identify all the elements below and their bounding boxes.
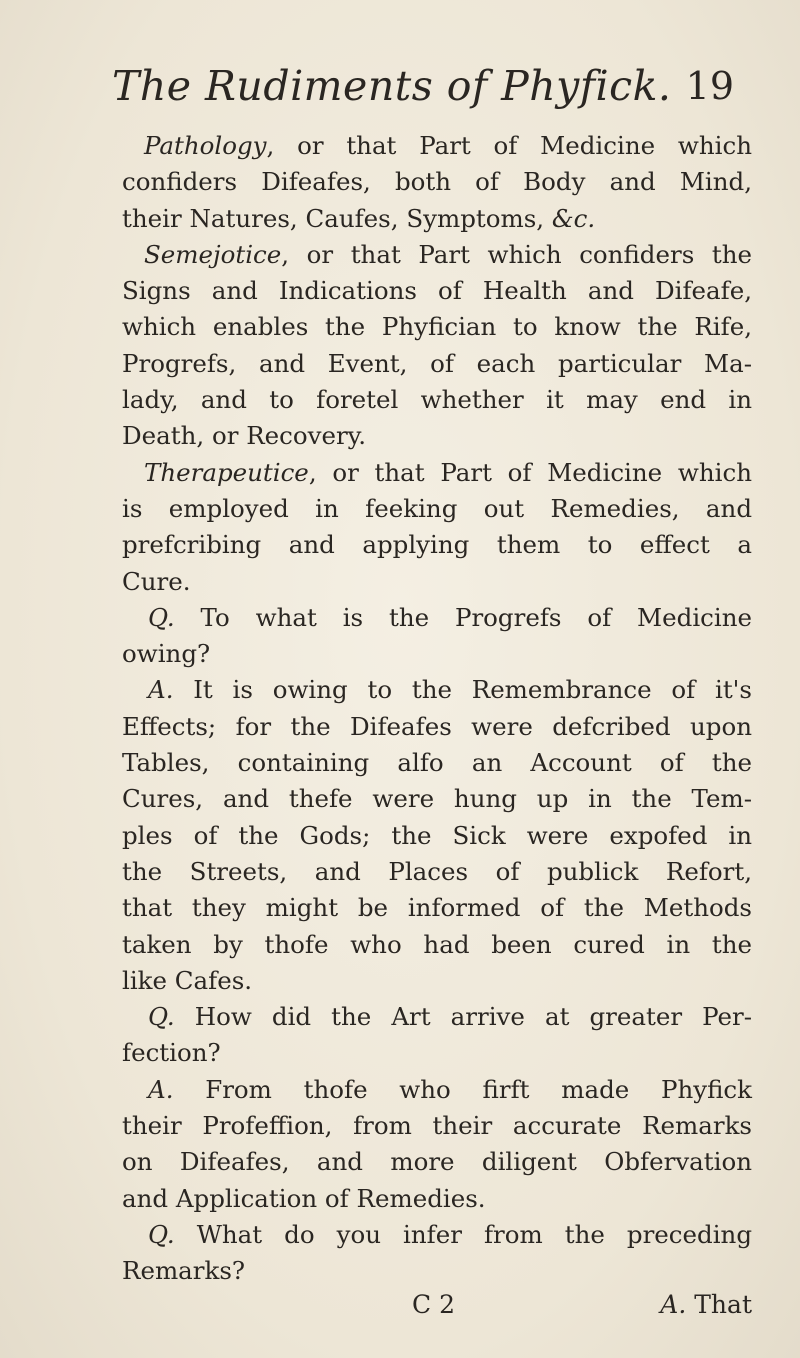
body-text (122, 128, 752, 1290)
term-therapeutice: Therapeutice (144, 457, 309, 487)
text-line (122, 128, 752, 164)
text-line (122, 237, 752, 273)
text-span: , or that Part of Medicine which (266, 131, 752, 160)
text-line (122, 346, 752, 382)
signature-mark: C 2 (412, 1290, 455, 1319)
text-line (122, 1253, 752, 1289)
text-span: which enables the Phyfician to know the Rife, (122, 312, 752, 342)
text-line (122, 309, 752, 345)
text-line (122, 1108, 752, 1144)
text-line (122, 273, 752, 309)
text-span: ples of the Gods; the Sick were expofed in (122, 820, 752, 850)
text-line (122, 564, 752, 600)
text-span: their Natures, Caufes, Symptoms, (122, 203, 552, 233)
text-span: Cure. (122, 566, 191, 596)
text-span: To what is the Progrefs of Medicine (174, 602, 752, 632)
answer-marker: A. (148, 1074, 174, 1104)
text-span: and Application of Remedies. (122, 1183, 486, 1213)
question-marker: Q. (148, 1002, 175, 1032)
page-number: 19 (685, 64, 734, 108)
text-span: like Cafes. (122, 965, 253, 995)
text-span: prefcribing and applying them to effect a (122, 530, 752, 560)
text-span: Effects; for the Difeafes were defcribed upon (122, 711, 752, 741)
text-line (122, 890, 752, 926)
text-line (122, 455, 752, 491)
term-pathology: Pathology (144, 131, 267, 160)
text-span: is employed in feeking out Remedies, and (122, 493, 752, 523)
question-line (122, 1217, 752, 1253)
text-line (122, 818, 752, 854)
catchword (660, 1290, 752, 1319)
catchword-marker: A. (660, 1290, 687, 1319)
text-span: the Streets, and Places of publick Refort, (122, 856, 752, 886)
text-line (122, 1181, 752, 1217)
text-line (122, 164, 752, 200)
text-span: lady, and to foretel whether it may end in (122, 385, 752, 415)
answer-line (122, 1072, 752, 1108)
text-line (122, 382, 752, 418)
text-span: that they might be informed of the Methods (122, 893, 752, 923)
text-span: How did the Art arrive at greater Per- (174, 1002, 752, 1032)
text-span: It is owing to the Remembrance of it's (173, 675, 752, 705)
text-line (122, 781, 752, 817)
question-line (122, 600, 752, 636)
question-line (122, 999, 752, 1035)
text-span: Cures, and thefe were hung up in the Tem- (122, 784, 752, 814)
page-header (112, 62, 752, 122)
text-span: their Profeffion, from their accurate Remarks (122, 1111, 752, 1141)
term-semejotice: Semejotice (144, 239, 282, 269)
etc-abbrev: &c. (551, 203, 596, 233)
text-line (122, 636, 752, 672)
text-span: confiders Difeafes, both of Body and Mind, (122, 167, 752, 197)
question-marker: Q. (148, 1219, 175, 1249)
text-line (122, 854, 752, 890)
text-span: on Difeafes, and more diligent Obfervation (122, 1147, 752, 1177)
answer-line (122, 672, 752, 708)
text-span: What do you infer from the preceding (174, 1219, 752, 1249)
text-span: Remarks? (122, 1256, 246, 1286)
text-line (122, 1144, 752, 1180)
text-line (122, 418, 752, 454)
text-line (122, 745, 752, 781)
text-line (122, 927, 752, 963)
text-span: Tables, containing alfo an Account of the (122, 748, 752, 778)
page-footer (122, 1290, 752, 1330)
text-span: Death, or Recovery. (122, 421, 367, 451)
text-span: , or that Part of Medicine which (308, 457, 752, 487)
text-line (122, 1035, 752, 1071)
text-span: , or that Part which confiders the (281, 239, 752, 269)
text-span: Signs and Indications of Health and Difeafe, (122, 276, 752, 306)
text-span: fection? (122, 1038, 221, 1068)
text-line (122, 527, 752, 563)
text-span: owing? (122, 639, 211, 669)
text-span: From thofe who firft made Phyfick (173, 1074, 752, 1104)
text-line (122, 201, 752, 237)
question-marker: Q. (148, 602, 175, 632)
text-span: taken by thofe who had been cured in the (122, 929, 752, 959)
text-line (122, 963, 752, 999)
catchword-text: That (686, 1290, 752, 1319)
text-line (122, 709, 752, 745)
answer-marker: A. (148, 675, 174, 705)
text-span: Progrefs, and Event, of each particular Ma- (122, 348, 752, 378)
running-title: The Rudiments of Phyfick. (112, 62, 672, 110)
text-line (122, 491, 752, 527)
